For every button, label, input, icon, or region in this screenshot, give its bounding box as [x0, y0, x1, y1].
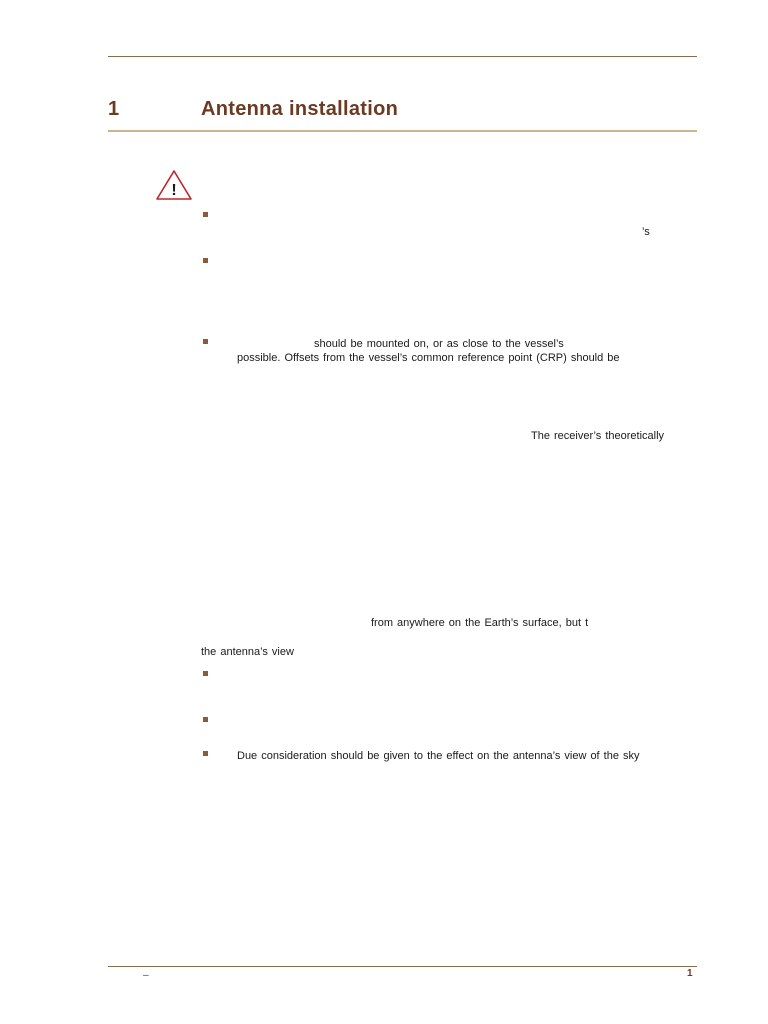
section-heading — [108, 98, 697, 128]
footer-dash: – — [143, 970, 149, 981]
text-fragment: possible. Offsets from the vessel’s common reference point (CRP) should be — [237, 352, 620, 364]
bullet-marker — [203, 339, 208, 344]
bullet-marker — [203, 717, 208, 722]
text-fragment: should be mounted on, or as close to the vessel’s — [314, 338, 564, 350]
heading-underline — [108, 130, 697, 132]
text-fragment: ’s — [642, 226, 650, 238]
bullet-marker — [203, 751, 208, 756]
bullet-marker — [203, 212, 208, 217]
text-fragment: from anywhere on the Earth’s surface, but t — [371, 617, 589, 629]
header-rule — [108, 56, 697, 57]
text-fragment: The receiver’s theoretically — [531, 430, 665, 442]
page-number: 1 — [687, 968, 693, 979]
section-number: 1 — [108, 98, 120, 120]
text-fragment: Due consideration should be given to the effect on the antenna’s view of the sky — [237, 750, 640, 762]
bullet-marker — [203, 258, 208, 263]
warning-symbol: ! — [171, 182, 177, 199]
text-fragment: the antenna’s view — [201, 646, 294, 658]
footer-rule — [108, 966, 697, 967]
section-title: Antenna installation — [201, 98, 399, 120]
warning-triangle-icon — [155, 169, 193, 201]
bullet-marker — [203, 671, 208, 676]
